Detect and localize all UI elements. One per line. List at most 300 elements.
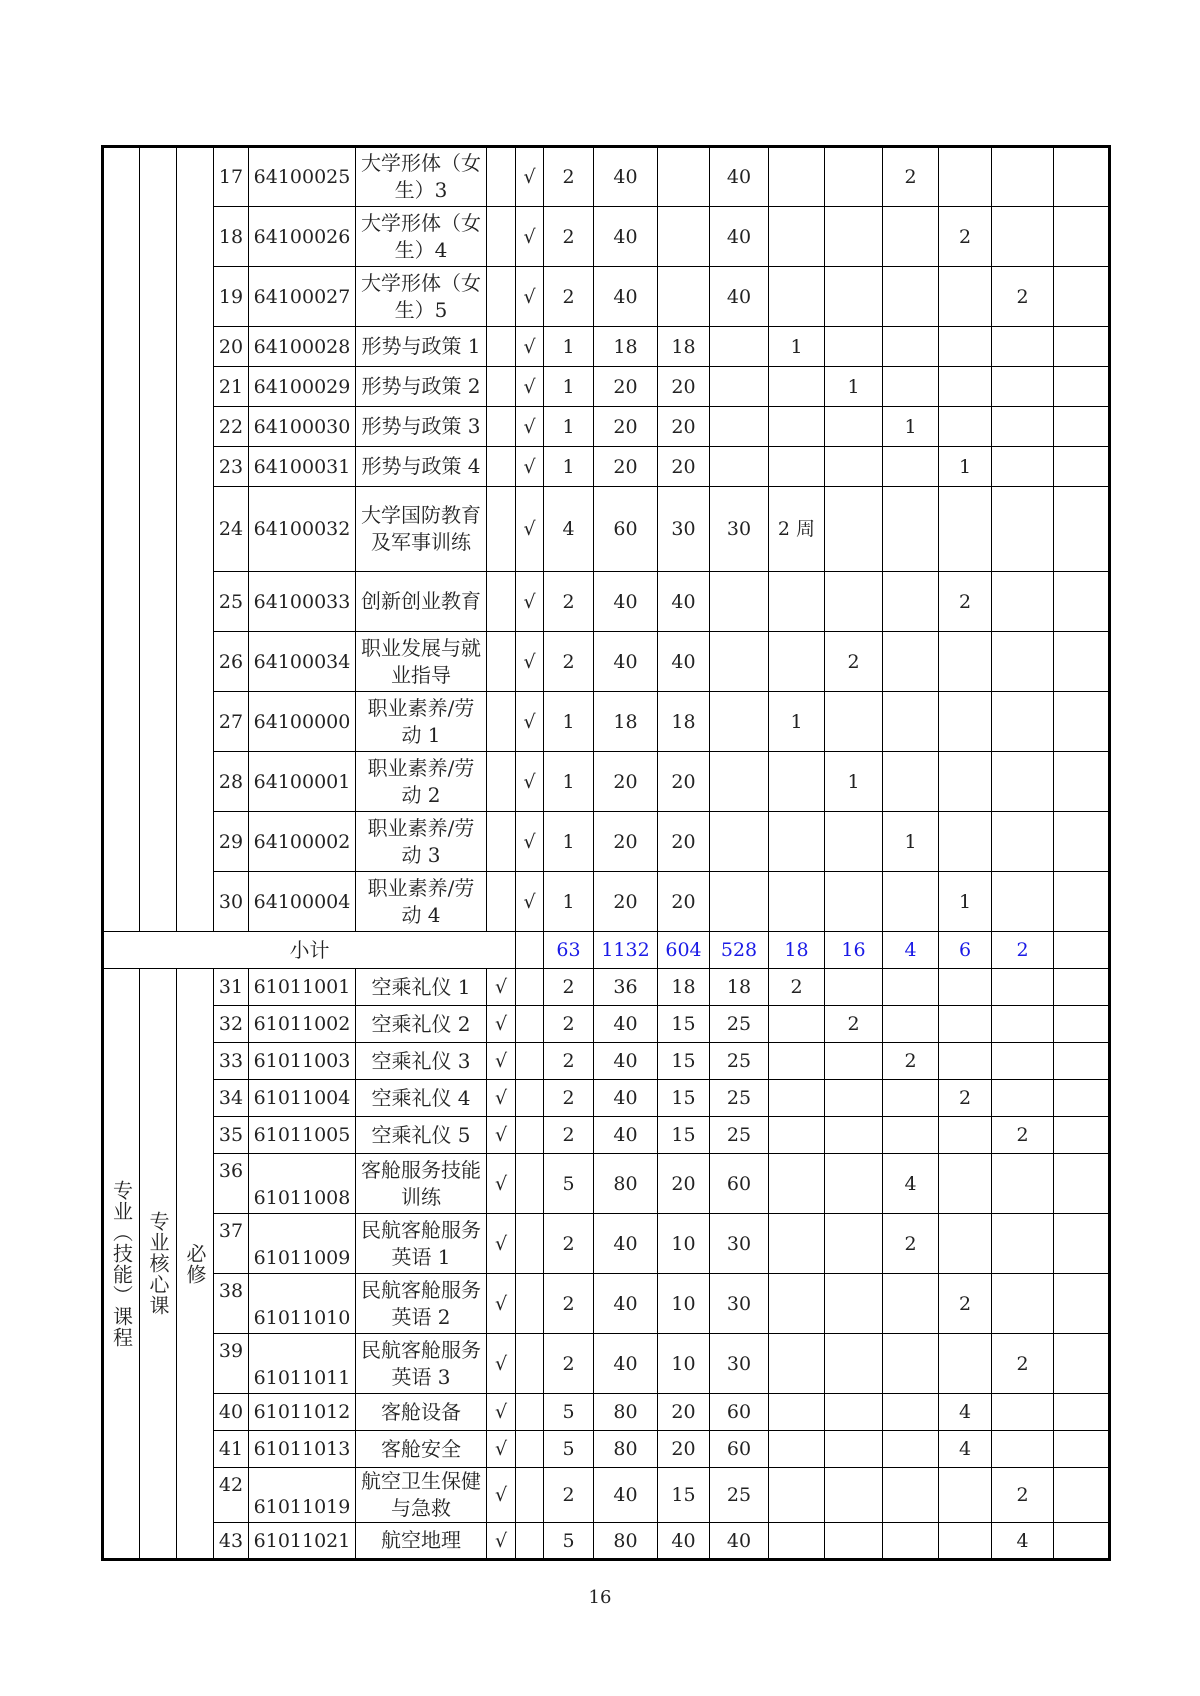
row-number: 42 xyxy=(214,1468,249,1523)
table-row xyxy=(103,447,1110,487)
semester-3-hours xyxy=(883,207,939,267)
required-check: √ xyxy=(487,1468,516,1523)
theory-hours: 20 xyxy=(658,752,710,812)
course-name: 形势与政策 4 xyxy=(356,447,487,487)
required-check xyxy=(487,572,516,632)
semester-6-hours xyxy=(1054,1468,1110,1523)
course-name: 职业素养/劳动 4 xyxy=(356,872,487,932)
total-hours: 80 xyxy=(594,1394,658,1431)
semester-2-hours xyxy=(825,147,883,207)
subtotal-semester-3: 4 xyxy=(883,932,939,969)
theory-hours xyxy=(658,267,710,327)
course-code: 64100029 xyxy=(249,367,356,407)
required-check xyxy=(487,207,516,267)
semester-1-hours xyxy=(769,1214,825,1274)
credits: 2 xyxy=(544,1117,594,1154)
practice-hours xyxy=(710,572,769,632)
semester-6-hours xyxy=(1054,1117,1110,1154)
course-name: 民航客舱服务英语 2 xyxy=(356,1274,487,1334)
semester-1-hours xyxy=(769,1006,825,1043)
semester-2-hours xyxy=(825,1080,883,1117)
table-row xyxy=(103,147,1110,207)
practice-hours xyxy=(710,752,769,812)
total-hours: 40 xyxy=(594,632,658,692)
row-number: 39 xyxy=(214,1334,249,1394)
credits: 2 xyxy=(544,1080,594,1117)
row-number: 31 xyxy=(214,969,249,1006)
elective-check xyxy=(516,1154,544,1214)
course-code: 61011012 xyxy=(249,1394,356,1431)
theory-hours: 40 xyxy=(658,572,710,632)
practice-hours xyxy=(710,812,769,872)
table-row xyxy=(103,1006,1110,1043)
semester-5-hours: 4 xyxy=(992,1523,1054,1560)
semester-1-hours xyxy=(769,872,825,932)
practice-hours: 60 xyxy=(710,1431,769,1468)
course-name: 形势与政策 2 xyxy=(356,367,487,407)
semester-2-hours xyxy=(825,872,883,932)
semester-2-hours xyxy=(825,572,883,632)
credits: 2 xyxy=(544,1274,594,1334)
theory-hours: 20 xyxy=(658,407,710,447)
semester-4-hours xyxy=(939,632,992,692)
theory-hours: 15 xyxy=(658,1117,710,1154)
practice-hours: 25 xyxy=(710,1006,769,1043)
semester-3-hours xyxy=(883,327,939,367)
semester-2-hours xyxy=(825,327,883,367)
total-hours: 40 xyxy=(594,1043,658,1080)
course-code: 64100001 xyxy=(249,752,356,812)
semester-2-hours xyxy=(825,1431,883,1468)
table-row xyxy=(103,367,1110,407)
semester-4-hours: 2 xyxy=(939,1274,992,1334)
practice-hours: 25 xyxy=(710,1043,769,1080)
course-name: 航空地理 xyxy=(356,1523,487,1560)
practice-hours: 30 xyxy=(710,487,769,572)
credits: 2 xyxy=(544,1334,594,1394)
table-row xyxy=(103,1431,1110,1468)
course-name: 职业发展与就业指导 xyxy=(356,632,487,692)
course-code: 61011003 xyxy=(249,1043,356,1080)
semester-4-hours xyxy=(939,1043,992,1080)
semester-1-hours xyxy=(769,1154,825,1214)
required-check xyxy=(487,752,516,812)
practice-hours: 40 xyxy=(710,207,769,267)
table-row xyxy=(103,327,1110,367)
semester-3-hours xyxy=(883,1117,939,1154)
row-number: 35 xyxy=(214,1117,249,1154)
elective-check xyxy=(516,1274,544,1334)
required-check xyxy=(487,692,516,752)
semester-3-hours: 2 xyxy=(883,147,939,207)
semester-6-hours xyxy=(1054,1431,1110,1468)
semester-6-hours xyxy=(1054,572,1110,632)
semester-3-hours xyxy=(883,1274,939,1334)
credits: 2 xyxy=(544,632,594,692)
table-row xyxy=(103,1523,1110,1560)
semester-6-hours xyxy=(1054,1043,1110,1080)
required-check: √ xyxy=(487,1214,516,1274)
theory-hours: 18 xyxy=(658,969,710,1006)
semester-1-hours xyxy=(769,1117,825,1154)
course-code: 64100034 xyxy=(249,632,356,692)
course-code: 64100026 xyxy=(249,207,356,267)
semester-3-hours xyxy=(883,692,939,752)
semester-6-hours xyxy=(1054,969,1110,1006)
elective-check xyxy=(516,1431,544,1468)
course-name: 创新创业教育 xyxy=(356,572,487,632)
course-name: 大学形体（女生）5 xyxy=(356,267,487,327)
required-check xyxy=(487,812,516,872)
semester-4-hours xyxy=(939,1334,992,1394)
credits: 2 xyxy=(544,1006,594,1043)
semester-6-hours xyxy=(1054,487,1110,572)
semester-5-hours: 2 xyxy=(992,1334,1054,1394)
total-hours: 60 xyxy=(594,487,658,572)
theory-hours: 20 xyxy=(658,367,710,407)
practice-hours xyxy=(710,367,769,407)
semester-6-hours xyxy=(1054,812,1110,872)
subcategory-cell-empty xyxy=(140,147,177,932)
semester-6-hours xyxy=(1054,447,1110,487)
theory-hours: 15 xyxy=(658,1080,710,1117)
semester-4-hours xyxy=(939,812,992,872)
table-row xyxy=(103,1214,1110,1274)
required-check: √ xyxy=(487,1117,516,1154)
table-row xyxy=(103,1394,1110,1431)
semester-6-hours xyxy=(1054,1154,1110,1214)
row-number: 32 xyxy=(214,1006,249,1043)
public-course-rows xyxy=(103,147,1110,932)
subtotal-semester-6 xyxy=(1054,932,1110,969)
elective-check: √ xyxy=(516,407,544,447)
semester-5-hours: 2 xyxy=(992,267,1054,327)
credits: 1 xyxy=(544,327,594,367)
required-check xyxy=(487,632,516,692)
total-hours: 40 xyxy=(594,1080,658,1117)
semester-6-hours xyxy=(1054,1214,1110,1274)
required-check xyxy=(487,267,516,327)
total-hours: 20 xyxy=(594,872,658,932)
semester-5-hours xyxy=(992,1043,1054,1080)
semester-4-hours xyxy=(939,327,992,367)
semester-2-hours xyxy=(825,1274,883,1334)
elective-check: √ xyxy=(516,487,544,572)
semester-3-hours: 1 xyxy=(883,812,939,872)
credits: 2 xyxy=(544,147,594,207)
total-hours: 40 xyxy=(594,572,658,632)
semester-5-hours xyxy=(992,1214,1054,1274)
elective-check xyxy=(516,969,544,1006)
row-number: 21 xyxy=(214,367,249,407)
row-number: 36 xyxy=(214,1154,249,1214)
credits: 2 xyxy=(544,1043,594,1080)
practice-hours: 18 xyxy=(710,969,769,1006)
semester-1-hours xyxy=(769,147,825,207)
course-name: 民航客舱服务英语 3 xyxy=(356,1334,487,1394)
semester-3-hours xyxy=(883,572,939,632)
semester-2-hours xyxy=(825,692,883,752)
course-name: 形势与政策 3 xyxy=(356,407,487,447)
practice-hours: 60 xyxy=(710,1394,769,1431)
credits: 1 xyxy=(544,812,594,872)
semester-6-hours xyxy=(1054,1006,1110,1043)
table-row xyxy=(103,1080,1110,1117)
table-row xyxy=(103,1117,1110,1154)
total-hours: 40 xyxy=(594,1117,658,1154)
semester-2-hours xyxy=(825,1468,883,1523)
credits: 1 xyxy=(544,752,594,812)
table-row xyxy=(103,752,1110,812)
theory-hours: 20 xyxy=(658,1394,710,1431)
total-hours: 36 xyxy=(594,969,658,1006)
subtotal-practice-hours: 528 xyxy=(710,932,769,969)
elective-check: √ xyxy=(516,752,544,812)
semester-4-hours: 1 xyxy=(939,872,992,932)
semester-5-hours xyxy=(992,572,1054,632)
elective-check: √ xyxy=(516,327,544,367)
semester-5-hours xyxy=(992,1394,1054,1431)
semester-1-hours xyxy=(769,1431,825,1468)
credits: 4 xyxy=(544,487,594,572)
elective-check xyxy=(516,1394,544,1431)
row-number: 43 xyxy=(214,1523,249,1560)
semester-1-hours xyxy=(769,632,825,692)
semester-5-hours xyxy=(992,752,1054,812)
required-check: √ xyxy=(487,969,516,1006)
semester-2-hours xyxy=(825,407,883,447)
row-number: 40 xyxy=(214,1394,249,1431)
table-row xyxy=(103,969,1110,1006)
theory-hours: 20 xyxy=(658,1154,710,1214)
practice-hours: 25 xyxy=(710,1117,769,1154)
course-name: 客舱安全 xyxy=(356,1431,487,1468)
practice-hours: 25 xyxy=(710,1080,769,1117)
table-row xyxy=(103,487,1110,572)
theory-hours xyxy=(658,207,710,267)
total-hours: 80 xyxy=(594,1431,658,1468)
credits: 5 xyxy=(544,1154,594,1214)
semester-3-hours xyxy=(883,969,939,1006)
semester-5-hours xyxy=(992,812,1054,872)
subcategory-label: 专业核心课 xyxy=(140,969,177,1560)
total-hours: 20 xyxy=(594,367,658,407)
row-number: 23 xyxy=(214,447,249,487)
semester-6-hours xyxy=(1054,1274,1110,1334)
total-hours: 40 xyxy=(594,1214,658,1274)
course-name: 客舱服务技能训练 xyxy=(356,1154,487,1214)
subtotal-semester-2: 16 xyxy=(825,932,883,969)
elective-check xyxy=(516,1523,544,1560)
elective-check: √ xyxy=(516,267,544,327)
semester-6-hours xyxy=(1054,327,1110,367)
theory-hours: 15 xyxy=(658,1468,710,1523)
practice-hours xyxy=(710,692,769,752)
total-hours: 20 xyxy=(594,447,658,487)
semester-1-hours xyxy=(769,812,825,872)
total-hours: 40 xyxy=(594,147,658,207)
semester-3-hours xyxy=(883,1006,939,1043)
semester-3-hours: 1 xyxy=(883,407,939,447)
practice-hours: 30 xyxy=(710,1214,769,1274)
elective-check xyxy=(516,1214,544,1274)
theory-hours: 10 xyxy=(658,1274,710,1334)
semester-5-hours xyxy=(992,407,1054,447)
semester-2-hours xyxy=(825,487,883,572)
total-hours: 40 xyxy=(594,1006,658,1043)
semester-5-hours xyxy=(992,1154,1054,1214)
credits: 1 xyxy=(544,367,594,407)
semester-2-hours: 1 xyxy=(825,752,883,812)
course-code: 64100004 xyxy=(249,872,356,932)
row-number: 37 xyxy=(214,1214,249,1274)
elective-check xyxy=(516,1117,544,1154)
nature-cell-empty xyxy=(177,147,214,932)
semester-6-hours xyxy=(1054,1334,1110,1394)
theory-hours: 20 xyxy=(658,1431,710,1468)
semester-3-hours xyxy=(883,1468,939,1523)
course-code: 61011008 xyxy=(249,1154,356,1214)
required-check: √ xyxy=(487,1006,516,1043)
semester-2-hours xyxy=(825,1043,883,1080)
course-name: 职业素养/劳动 1 xyxy=(356,692,487,752)
semester-1-hours xyxy=(769,267,825,327)
required-check: √ xyxy=(487,1274,516,1334)
subtotal-credits: 63 xyxy=(544,932,594,969)
semester-1-hours xyxy=(769,1043,825,1080)
elective-check: √ xyxy=(516,692,544,752)
credits: 1 xyxy=(544,407,594,447)
semester-6-hours xyxy=(1054,1080,1110,1117)
row-number: 38 xyxy=(214,1274,249,1334)
row-number: 33 xyxy=(214,1043,249,1080)
semester-1-hours xyxy=(769,572,825,632)
semester-1-hours xyxy=(769,752,825,812)
course-name: 航空卫生保健与急救 xyxy=(356,1468,487,1523)
semester-4-hours xyxy=(939,487,992,572)
semester-4-hours: 2 xyxy=(939,1080,992,1117)
semester-2-hours xyxy=(825,1523,883,1560)
subtotal-label: 小计 xyxy=(103,932,516,969)
row-number: 41 xyxy=(214,1431,249,1468)
theory-hours: 20 xyxy=(658,812,710,872)
required-check xyxy=(487,367,516,407)
course-code: 64100025 xyxy=(249,147,356,207)
semester-4-hours: 2 xyxy=(939,207,992,267)
theory-hours: 30 xyxy=(658,487,710,572)
table-row xyxy=(103,407,1110,447)
semester-4-hours xyxy=(939,1006,992,1043)
practice-hours: 40 xyxy=(710,1523,769,1560)
subtotal-empty-cell xyxy=(516,932,544,969)
subtotal-semester-4: 6 xyxy=(939,932,992,969)
row-number: 29 xyxy=(214,812,249,872)
theory-hours: 40 xyxy=(658,632,710,692)
semester-1-hours xyxy=(769,1523,825,1560)
theory-hours: 18 xyxy=(658,692,710,752)
semester-3-hours xyxy=(883,1431,939,1468)
course-code: 61011009 xyxy=(249,1214,356,1274)
semester-4-hours xyxy=(939,752,992,812)
required-check: √ xyxy=(487,1080,516,1117)
semester-1-hours xyxy=(769,1080,825,1117)
semester-5-hours xyxy=(992,367,1054,407)
course-name: 民航客舱服务英语 1 xyxy=(356,1214,487,1274)
semester-3-hours xyxy=(883,267,939,327)
semester-3-hours xyxy=(883,872,939,932)
required-label: 必修 xyxy=(177,969,214,1560)
semester-2-hours: 2 xyxy=(825,632,883,692)
course-name: 形势与政策 1 xyxy=(356,327,487,367)
credits: 2 xyxy=(544,572,594,632)
theory-hours: 15 xyxy=(658,1006,710,1043)
practice-hours xyxy=(710,872,769,932)
practice-hours xyxy=(710,632,769,692)
semester-3-hours: 2 xyxy=(883,1043,939,1080)
required-check xyxy=(487,407,516,447)
practice-hours: 30 xyxy=(710,1274,769,1334)
elective-check: √ xyxy=(516,632,544,692)
semester-5-hours xyxy=(992,692,1054,752)
semester-2-hours xyxy=(825,267,883,327)
semester-1-hours: 1 xyxy=(769,692,825,752)
credits: 5 xyxy=(544,1431,594,1468)
category-cell-empty xyxy=(103,147,140,932)
semester-4-hours xyxy=(939,692,992,752)
required-check xyxy=(487,872,516,932)
table-row xyxy=(103,1274,1110,1334)
elective-check xyxy=(516,1334,544,1394)
theory-hours: 15 xyxy=(658,1043,710,1080)
theory-hours: 10 xyxy=(658,1334,710,1394)
semester-5-hours: 2 xyxy=(992,1117,1054,1154)
table-row xyxy=(103,632,1110,692)
table-row xyxy=(103,267,1110,327)
theory-hours: 20 xyxy=(658,872,710,932)
semester-1-hours xyxy=(769,1468,825,1523)
row-number: 24 xyxy=(214,487,249,572)
semester-4-hours: 2 xyxy=(939,572,992,632)
semester-1-hours xyxy=(769,367,825,407)
semester-5-hours xyxy=(992,1006,1054,1043)
practice-hours: 40 xyxy=(710,267,769,327)
semester-6-hours xyxy=(1054,692,1110,752)
elective-check: √ xyxy=(516,872,544,932)
semester-4-hours xyxy=(939,267,992,327)
semester-6-hours xyxy=(1054,752,1110,812)
semester-6-hours xyxy=(1054,1394,1110,1431)
table-row xyxy=(103,1043,1110,1080)
subtotal-semester-1: 18 xyxy=(769,932,825,969)
semester-1-hours xyxy=(769,447,825,487)
semester-1-hours: 1 xyxy=(769,327,825,367)
total-hours: 40 xyxy=(594,1274,658,1334)
total-hours: 20 xyxy=(594,407,658,447)
semester-1-hours: 2 周 xyxy=(769,487,825,572)
credits: 1 xyxy=(544,872,594,932)
practice-hours: 30 xyxy=(710,1334,769,1394)
course-code: 61011019 xyxy=(249,1468,356,1523)
practice-hours: 40 xyxy=(710,147,769,207)
semester-2-hours xyxy=(825,1334,883,1394)
semester-5-hours xyxy=(992,872,1054,932)
semester-4-hours: 4 xyxy=(939,1394,992,1431)
semester-4-hours: 4 xyxy=(939,1431,992,1468)
required-check: √ xyxy=(487,1154,516,1214)
semester-3-hours: 2 xyxy=(883,1214,939,1274)
course-code: 61011011 xyxy=(249,1334,356,1394)
semester-3-hours xyxy=(883,1334,939,1394)
